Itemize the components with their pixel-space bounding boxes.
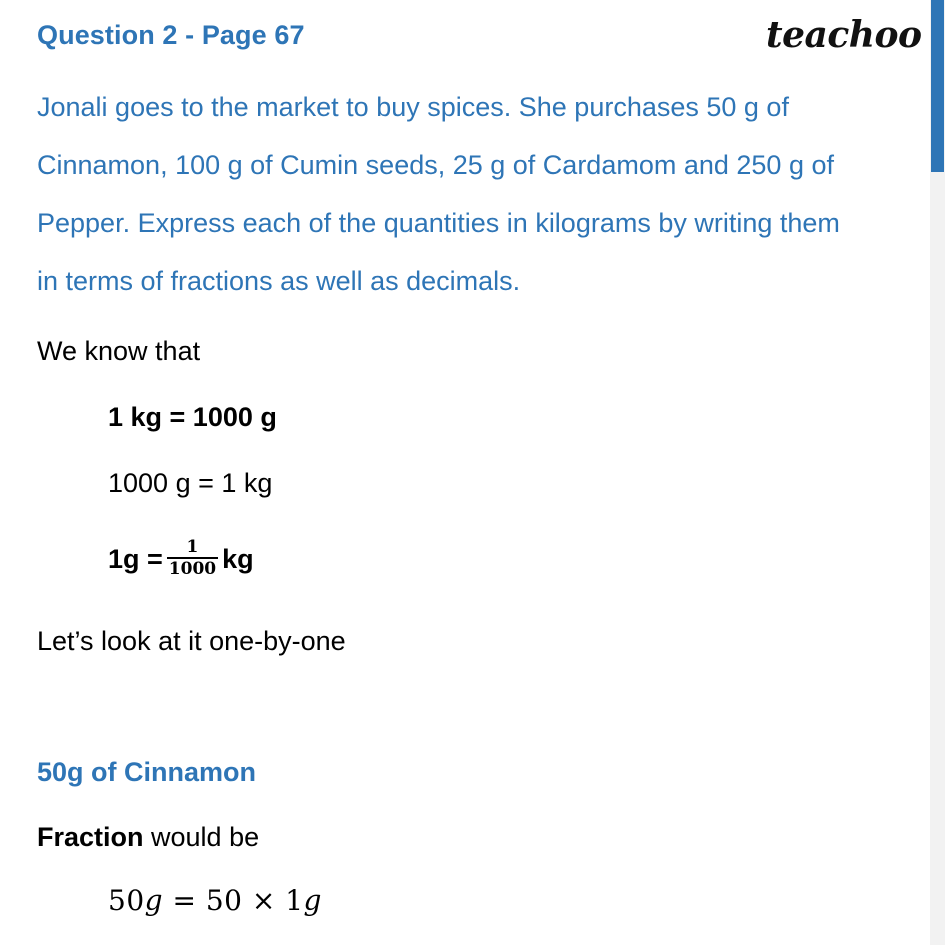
fraction-label: Fraction	[37, 822, 144, 852]
equation-variable: g	[303, 884, 322, 917]
equation	[108, 884, 322, 917]
question-line: Cinnamon, 100 g of Cumin seeds, 25 g of Cardamom and 250 g of	[37, 150, 834, 180]
section-heading: 50g of Cinnamon	[37, 757, 257, 787]
question-line: Jonali goes to the market to buy spices. She purchases 50 g of	[37, 92, 789, 122]
fact-one-gram-lhs: 1g =	[108, 544, 163, 575]
question-line: Pepper. Express each of the quantities in kilograms by writing them	[37, 208, 840, 238]
fraction-one-thousandth	[167, 537, 218, 579]
fraction-line	[37, 822, 259, 853]
page-title: Question 2 - Page 67	[37, 20, 305, 50]
scrollbar-thumb[interactable]	[931, 0, 944, 172]
equation-rhs: = 50 × 1	[163, 884, 304, 917]
intro-text: We know that	[37, 336, 201, 366]
question-line: in terms of fractions as well as decimals.	[37, 266, 521, 296]
question-text	[37, 78, 917, 310]
fraction-label-rest: would be	[143, 822, 260, 852]
fact-g-to-kg: 1000 g = 1 kg	[108, 468, 273, 498]
fraction-denominator: 1000	[168, 559, 217, 579]
step-text: Let’s look at it one-by-one	[37, 626, 346, 656]
fact-kg-to-g: 1 kg = 1000 g	[108, 402, 277, 432]
scrollbar[interactable]	[930, 0, 945, 945]
fact-one-gram	[108, 537, 254, 582]
teachoo-logo: teachoo	[766, 14, 922, 56]
equation-variable: g	[144, 884, 164, 917]
equation-term: 50	[108, 884, 145, 917]
fact-one-gram-unit: kg	[222, 544, 254, 575]
fraction-numerator: 1	[167, 537, 218, 559]
